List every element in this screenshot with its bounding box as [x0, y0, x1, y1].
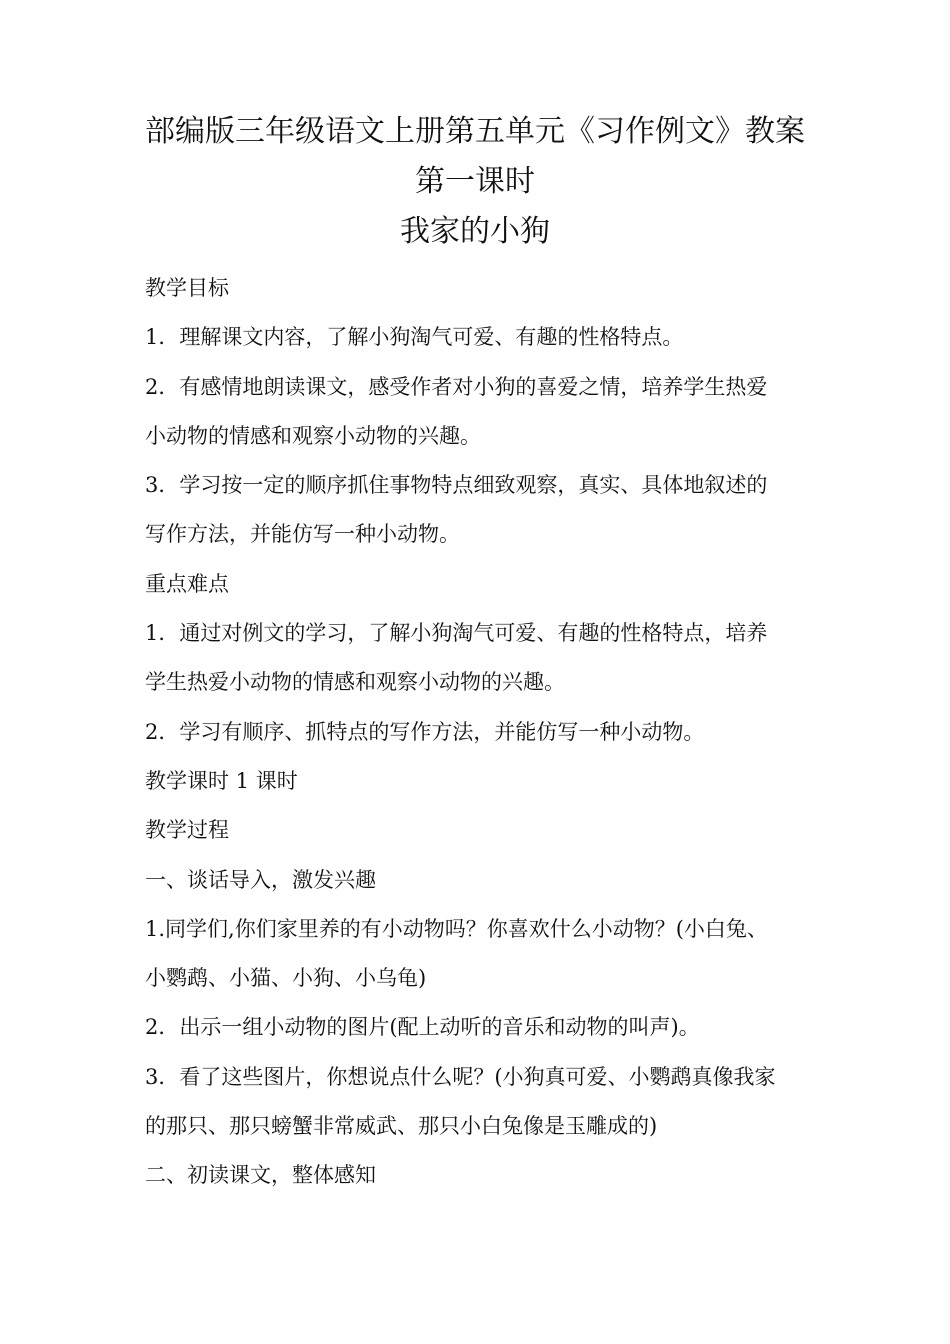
document-body [145, 264, 813, 1201]
text-line: 2．出示一组小动物的图片(配上动听的音乐和动物的叫声)。 [145, 1015, 700, 1040]
text-line: 3．学习按一定的顺序抓住事物特点细致观察，真实、具体地叙述的 [145, 473, 768, 498]
text-line: 1.同学们,你们家里养的有小动物吗？你喜欢什么小动物？(小白兔、 [145, 916, 768, 941]
section-heading: 教学目标 [145, 276, 229, 300]
text-line: 写作方法，并能仿写一种小动物。 [145, 522, 460, 547]
text-line: 1．理解课文内容，了解小狗淘气可爱、有趣的性格特点。 [145, 325, 684, 350]
section-heading: 教学过程 [145, 818, 229, 843]
text-line: 3．看了这些图片，你想说点什么呢？(小狗真可爱、小鹦鹉真像我家 [145, 1064, 776, 1089]
text-line: 的那只、那只螃蟹非常威武、那只小白兔像是玉雕成的) [145, 1114, 658, 1139]
section-heading: 重点难点 [145, 571, 229, 596]
text-line: 小鹦鹉、小猫、小狗、小乌龟) [145, 966, 427, 991]
section-heading: 一、谈话导入，激发兴趣 [145, 867, 376, 892]
document-title: 部编版三年级语文上册第五单元《习作例文》教案 [145, 114, 805, 149]
text-line: 2．学习有顺序、抓特点的写作方法，并能仿写一种小动物。 [145, 719, 705, 744]
document-subtitle: 第一课时 [415, 164, 535, 199]
text-line: 1．通过对例文的学习，了解小狗淘气可爱、有趣的性格特点，培养 [145, 621, 768, 646]
section-heading: 二、初读课文，整体感知 [145, 1163, 376, 1188]
text-line: 2．有感情地朗读课文，感受作者对小狗的喜爱之情，培养学生热爱 [145, 374, 768, 399]
section-heading: 教学课时 1 课时 [145, 768, 298, 793]
text-line: 小动物的情感和观察小动物的兴趣。 [145, 423, 481, 448]
text-line: 学生热爱小动物的情感和观察小动物的兴趣。 [145, 670, 565, 695]
lesson-title: 我家的小狗 [400, 214, 550, 249]
